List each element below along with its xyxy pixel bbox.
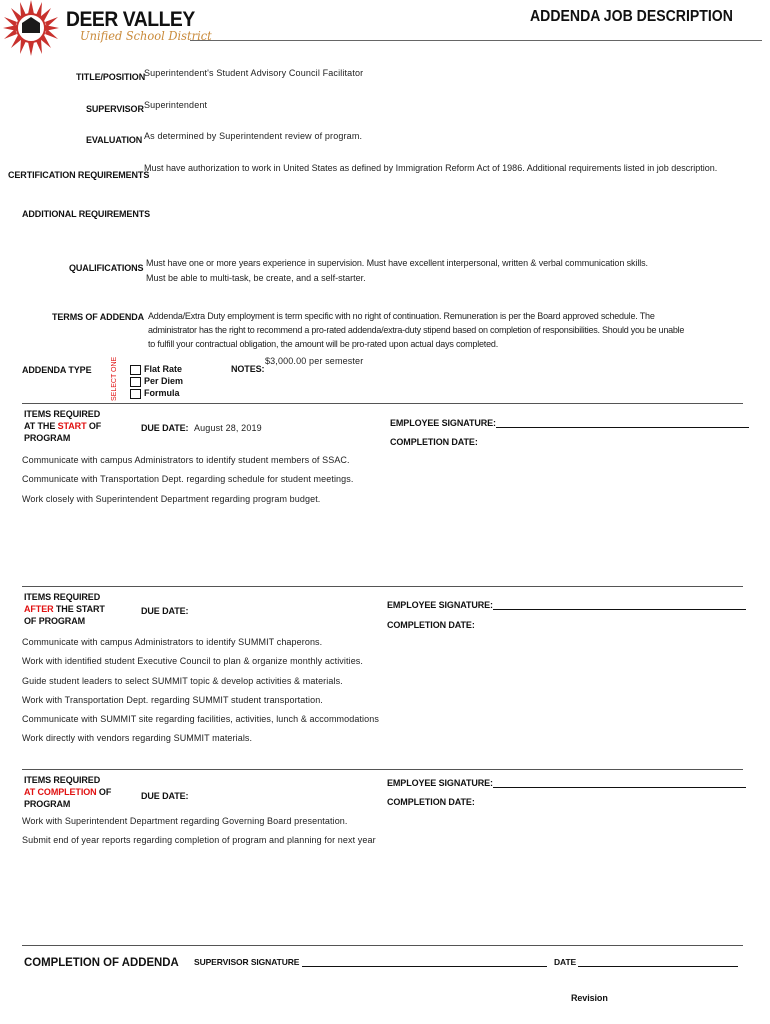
task-item: Communicate with Transportation Dept. regarding schedule for student meetings.: [22, 474, 354, 485]
option-per-diem[interactable]: Per Diem: [130, 375, 183, 387]
start-task-list: [22, 451, 353, 509]
after-task-list: [22, 633, 379, 749]
select-one-label: SELECT ONE: [111, 356, 118, 401]
start-completion-date: COMPLETION DATE:: [390, 437, 478, 447]
task-item: Work directly with vendors regarding SUMMIT materials.: [22, 733, 253, 744]
logo-title: DEER VALLEY: [66, 8, 195, 31]
task-item: Work with identified student Executive Council to plan & organize monthly activities.: [22, 656, 363, 667]
logo-subtitle: Unified School District: [80, 29, 212, 43]
completion-completion-date: COMPLETION DATE:: [387, 797, 475, 807]
completion-items-label: ITEMS REQUIRED AT COMPLETION OF PROGRAM: [24, 775, 112, 809]
supervisor-signature-line[interactable]: [302, 958, 547, 967]
terms-line-3: to fulfill your contractual obligation, the amount will be pro-rated upon actual days completed.: [148, 339, 499, 349]
revision-label: Revision: [571, 993, 608, 1003]
section-after-divider: [22, 586, 743, 587]
start-signature-line[interactable]: [496, 419, 749, 428]
completion-signature-line[interactable]: [493, 779, 746, 788]
addenda-type-label: ADDENDA TYPE: [22, 365, 92, 375]
footer-divider: [22, 945, 743, 946]
terms-label: TERMS OF ADDENDA: [52, 312, 145, 322]
completion-due-date-label: DUE DATE:: [141, 791, 189, 801]
option-flat-rate[interactable]: Flat Rate: [130, 363, 183, 375]
notes-label: NOTES:: [231, 364, 265, 374]
completion-employee-signature[interactable]: EMPLOYEE SIGNATURE:: [387, 778, 746, 788]
start-due-date-value: August 28, 2019: [194, 423, 262, 433]
after-completion-date: COMPLETION DATE:: [387, 620, 475, 630]
task-item: Work closely with Superintendent Department regarding program budget.: [22, 493, 321, 504]
terms-line-1: Addenda/Extra Duty employment is term specific with no right of continuation. Remuneration is per the Board approved schedule. The: [148, 311, 655, 321]
option-formula[interactable]: Formula: [130, 387, 183, 399]
terms-line-2: administrator has the right to recommend a pro-rated addenda/extra-duty stipend based on completion of responsibilities. Should you be unable: [148, 325, 685, 335]
certification-label: CERTIFICATION REQUIREMENTS: [8, 170, 150, 180]
notes-value: $3,000.00 per semester: [265, 356, 364, 366]
task-item: Work with Superintendent Department regarding Governing Board presentation.: [22, 816, 348, 826]
task-item: Guide student leaders to select SUMMIT topic & develop activities & materials.: [22, 675, 343, 686]
qualifications-line-1: Must have one or more years experience in supervision. Must have excellent interpersonal, written & verbal communication skills.: [146, 258, 648, 268]
after-signature-line[interactable]: [493, 601, 746, 610]
sun-emblem-icon: [0, 0, 62, 56]
task-item: Communicate with campus Administrators to identify SUMMIT chaperons.: [22, 637, 323, 647]
flat-rate-checkbox[interactable]: [130, 365, 141, 375]
after-items-label: ITEMS REQUIRED AFTER THE START OF PROGRAM: [24, 592, 105, 626]
title-position-value: Superintendent's Student Advisory Council Facilitator: [144, 68, 364, 78]
document-title: ADDENDA JOB DESCRIPTION: [530, 8, 733, 25]
supervisor-label: SUPERVISOR: [86, 104, 144, 114]
qualifications-line-2: Must be able to multi-task, be create, and a self-starter.: [146, 273, 366, 283]
supervisor-signature-field[interactable]: SUPERVISOR SIGNATURE: [194, 957, 547, 967]
date-line[interactable]: [578, 958, 738, 967]
additional-requirements-label: ADDITIONAL REQUIREMENTS: [22, 209, 151, 219]
task-item: Work with Transportation Dept. regarding SUMMIT student transportation.: [22, 694, 323, 705]
supervisor-value: Superintendent: [144, 100, 208, 110]
qualifications-label: QUALIFICATIONS: [69, 263, 144, 273]
certification-value: Must have authorization to work in United States as defined by Immigration Reform Act of 1986. Additional requirements listed in job description.: [144, 163, 718, 173]
section-completion-divider: [22, 769, 743, 770]
task-item: Communicate with SUMMIT site regarding facilities, activities, lunch & accommodations: [22, 714, 379, 725]
per-diem-checkbox[interactable]: [130, 377, 141, 387]
completion-task-list: [22, 812, 376, 851]
section-start-divider: [22, 403, 743, 404]
addenda-type-options: [130, 363, 183, 399]
completion-of-addenda-title: COMPLETION OF ADDENDA: [24, 955, 179, 969]
start-due-date-label: DUE DATE:: [141, 423, 189, 433]
date-field[interactable]: DATE: [554, 957, 738, 967]
district-logo: [0, 0, 212, 56]
start-items-label: ITEMS REQUIRED AT THE START OF PROGRAM: [24, 409, 102, 443]
title-position-label: TITLE/POSITION: [76, 72, 146, 82]
task-item: Communicate with campus Administrators to identify student members of SSAC.: [22, 455, 350, 465]
evaluation-value: As determined by Superintendent review of program.: [144, 131, 363, 141]
header-divider: [190, 40, 762, 41]
evaluation-label: EVALUATION: [86, 135, 143, 145]
formula-checkbox[interactable]: [130, 389, 141, 399]
after-employee-signature[interactable]: EMPLOYEE SIGNATURE:: [387, 600, 746, 610]
start-employee-signature[interactable]: EMPLOYEE SIGNATURE:: [390, 418, 749, 428]
task-item: Submit end of year reports regarding completion of program and planning for next year: [22, 835, 376, 846]
after-due-date-label: DUE DATE:: [141, 606, 189, 616]
